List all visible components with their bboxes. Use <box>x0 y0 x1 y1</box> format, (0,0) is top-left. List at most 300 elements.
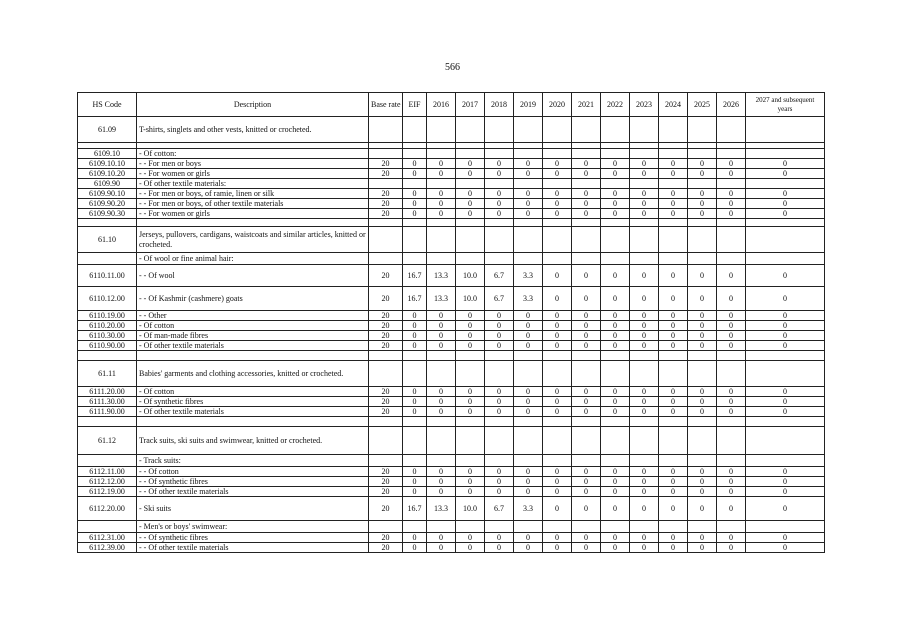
hs-code-cell: 6110.30.00 <box>78 331 137 341</box>
spacer-row <box>78 351 825 361</box>
rate-cell: 0 <box>659 533 688 543</box>
rate-cell <box>630 253 659 265</box>
rate-cell: 0 <box>601 189 630 199</box>
rate-cell <box>630 361 659 387</box>
rate-cell <box>717 351 746 361</box>
rate-cell: 0 <box>572 341 601 351</box>
rate-cell: 0 <box>485 533 514 543</box>
rate-cell <box>688 351 717 361</box>
hs-code-cell: 6109.90 <box>78 179 137 189</box>
rate-cell: 20 <box>369 487 403 497</box>
rate-cell: 0 <box>746 487 825 497</box>
rate-cell <box>630 521 659 533</box>
rate-cell <box>630 179 659 189</box>
hs-code-cell: 6112.20.00 <box>78 497 137 521</box>
rate-cell: 0 <box>746 265 825 287</box>
description-cell: - - For men or boys, of ramie, linen or silk <box>137 189 369 199</box>
hs-code-cell: 61.12 <box>78 427 137 455</box>
table-row <box>78 169 825 179</box>
rate-cell: 0 <box>427 321 456 331</box>
rate-cell <box>717 219 746 227</box>
rate-cell: 0 <box>717 387 746 397</box>
rate-cell: 0 <box>543 341 572 351</box>
rate-cell: 0 <box>427 169 456 179</box>
rate-cell: 0 <box>688 169 717 179</box>
rate-cell <box>427 361 456 387</box>
rate-cell: 0 <box>688 397 717 407</box>
rate-cell <box>369 117 403 143</box>
rate-cell: 0 <box>427 189 456 199</box>
rate-cell <box>688 227 717 253</box>
description-cell: - - Of other textile materials <box>137 487 369 497</box>
rate-cell: 20 <box>369 407 403 417</box>
rate-cell <box>543 455 572 467</box>
rate-cell <box>427 417 456 427</box>
rate-cell: 0 <box>485 387 514 397</box>
rate-cell: 20 <box>369 533 403 543</box>
rate-cell <box>601 117 630 143</box>
rate-cell: 0 <box>746 467 825 477</box>
rate-cell: 0 <box>403 321 427 331</box>
rate-cell: 0 <box>717 159 746 169</box>
rate-cell: 0 <box>659 407 688 417</box>
rate-cell: 0 <box>659 209 688 219</box>
description-cell: - Ski suits <box>137 497 369 521</box>
rate-cell <box>572 253 601 265</box>
rate-cell: 0 <box>601 209 630 219</box>
rate-cell: 0 <box>403 341 427 351</box>
rate-cell: 0 <box>427 159 456 169</box>
rate-cell: 0 <box>427 341 456 351</box>
rate-cell <box>403 417 427 427</box>
rate-cell: 0 <box>572 265 601 287</box>
table-row <box>78 287 825 311</box>
rate-cell <box>369 219 403 227</box>
heading-row <box>78 117 825 143</box>
rate-cell: 0 <box>688 387 717 397</box>
description-cell: - - Of other textile materials <box>137 543 369 553</box>
rate-cell: 0 <box>427 387 456 397</box>
rate-cell: 0 <box>688 533 717 543</box>
description-cell: - Of wool or fine animal hair: <box>137 253 369 265</box>
rate-cell: 0 <box>543 199 572 209</box>
rate-cell <box>427 149 456 159</box>
rate-cell: 0 <box>514 407 543 417</box>
rate-cell <box>485 417 514 427</box>
rate-cell <box>456 351 485 361</box>
rate-cell: 0 <box>514 477 543 487</box>
rate-cell <box>746 149 825 159</box>
rate-cell: 0 <box>688 189 717 199</box>
hs-code-cell: 6109.10.20 <box>78 169 137 179</box>
rate-cell: 0 <box>717 199 746 209</box>
rate-cell: 0 <box>688 209 717 219</box>
rate-cell <box>630 351 659 361</box>
rate-cell: 0 <box>601 287 630 311</box>
rate-cell: 0 <box>543 487 572 497</box>
rate-cell <box>456 149 485 159</box>
hs-code-cell <box>78 417 137 427</box>
rate-cell <box>427 455 456 467</box>
rate-cell: 0 <box>485 209 514 219</box>
rate-cell <box>717 149 746 159</box>
rate-cell: 0 <box>630 487 659 497</box>
rate-cell: 0 <box>601 265 630 287</box>
rate-cell: 0 <box>688 497 717 521</box>
rate-cell: 13.3 <box>427 265 456 287</box>
rate-cell: 0 <box>456 477 485 487</box>
rate-cell: 13.3 <box>427 497 456 521</box>
rate-cell <box>369 179 403 189</box>
rate-cell: 0 <box>514 311 543 321</box>
rate-cell: 0 <box>403 209 427 219</box>
rate-cell: 0 <box>688 341 717 351</box>
rate-cell: 10.0 <box>456 287 485 311</box>
hs-code-cell: 61.10 <box>78 227 137 253</box>
table-row <box>78 209 825 219</box>
rate-cell: 0 <box>572 311 601 321</box>
rate-cell <box>688 521 717 533</box>
description-cell <box>137 219 369 227</box>
rate-cell <box>601 455 630 467</box>
rate-cell: 20 <box>369 287 403 311</box>
rate-cell: 0 <box>630 189 659 199</box>
heading-row <box>78 227 825 253</box>
description-cell: - - Of synthetic fibres <box>137 533 369 543</box>
hs-code-cell: 6112.31.00 <box>78 533 137 543</box>
rate-cell: 0 <box>601 487 630 497</box>
rate-cell: 0 <box>514 543 543 553</box>
rate-cell: 0 <box>572 387 601 397</box>
rate-cell: 0 <box>427 487 456 497</box>
rate-cell: 0 <box>514 169 543 179</box>
rate-cell: 0 <box>601 387 630 397</box>
rate-cell <box>659 427 688 455</box>
hs-code-cell: 6112.19.00 <box>78 487 137 497</box>
rate-cell: 0 <box>485 331 514 341</box>
rate-cell: 0 <box>659 341 688 351</box>
description-cell: T-shirts, singlets and other vests, knitted or crocheted. <box>137 117 369 143</box>
column-header: 2019 <box>514 93 543 117</box>
rate-cell: 3.3 <box>514 265 543 287</box>
rate-cell: 0 <box>403 331 427 341</box>
rate-cell <box>601 227 630 253</box>
rate-cell: 0 <box>572 477 601 487</box>
rate-cell: 0 <box>659 387 688 397</box>
rate-cell: 0 <box>543 159 572 169</box>
rate-cell <box>572 227 601 253</box>
rate-cell <box>514 351 543 361</box>
description-cell: - - Of wool <box>137 265 369 287</box>
rate-cell: 0 <box>659 321 688 331</box>
rate-cell: 13.3 <box>427 287 456 311</box>
rate-cell <box>572 521 601 533</box>
rate-cell: 0 <box>601 467 630 477</box>
rate-cell <box>485 227 514 253</box>
rate-cell: 0 <box>746 311 825 321</box>
rate-cell <box>572 149 601 159</box>
rate-cell <box>485 455 514 467</box>
rate-cell: 0 <box>630 497 659 521</box>
hs-code-cell: 6110.20.00 <box>78 321 137 331</box>
rate-cell: 0 <box>717 397 746 407</box>
rate-cell <box>514 219 543 227</box>
rate-cell <box>369 455 403 467</box>
rate-cell: 0 <box>572 543 601 553</box>
rate-cell <box>369 361 403 387</box>
rate-cell: 0 <box>659 199 688 209</box>
rate-cell <box>403 351 427 361</box>
column-header: HS Code <box>78 93 137 117</box>
rate-cell <box>456 455 485 467</box>
spacer-row <box>78 417 825 427</box>
rate-cell: 20 <box>369 341 403 351</box>
rate-cell <box>630 417 659 427</box>
rate-cell: 0 <box>659 265 688 287</box>
rate-cell: 0 <box>601 169 630 179</box>
rate-cell <box>746 179 825 189</box>
hs-code-cell: 6110.11.00 <box>78 265 137 287</box>
rate-cell: 0 <box>514 387 543 397</box>
rate-cell <box>601 521 630 533</box>
rate-cell <box>601 427 630 455</box>
rate-cell: 20 <box>369 543 403 553</box>
rate-cell: 10.0 <box>456 265 485 287</box>
rate-cell: 0 <box>746 199 825 209</box>
hs-code-cell: 6111.90.00 <box>78 407 137 417</box>
rate-cell: 0 <box>514 533 543 543</box>
rate-cell <box>456 117 485 143</box>
column-header: 2022 <box>601 93 630 117</box>
rate-cell: 0 <box>659 331 688 341</box>
description-cell: Babies' garments and clothing accessories, knitted or crocheted. <box>137 361 369 387</box>
rate-cell: 0 <box>659 159 688 169</box>
rate-cell <box>456 179 485 189</box>
rate-cell: 0 <box>717 287 746 311</box>
rate-cell: 0 <box>688 287 717 311</box>
table-row <box>78 497 825 521</box>
rate-cell <box>717 179 746 189</box>
rate-cell: 0 <box>572 331 601 341</box>
column-header: 2026 <box>717 93 746 117</box>
rate-cell <box>746 455 825 467</box>
rate-cell: 0 <box>456 209 485 219</box>
hs-code-cell <box>78 455 137 467</box>
rate-cell: 0 <box>403 159 427 169</box>
rate-cell <box>543 427 572 455</box>
rate-cell <box>485 521 514 533</box>
rate-cell: 0 <box>630 543 659 553</box>
rate-cell: 0 <box>688 407 717 417</box>
rate-cell <box>688 417 717 427</box>
rate-cell <box>514 427 543 455</box>
rate-cell: 0 <box>456 487 485 497</box>
rate-cell: 0 <box>746 387 825 397</box>
rate-cell: 20 <box>369 311 403 321</box>
hs-code-cell: 6112.11.00 <box>78 467 137 477</box>
rate-cell: 0 <box>717 487 746 497</box>
rate-cell: 0 <box>630 311 659 321</box>
rate-cell <box>659 179 688 189</box>
rate-cell <box>688 427 717 455</box>
rate-cell <box>369 417 403 427</box>
rate-cell: 0 <box>427 397 456 407</box>
rate-cell: 0 <box>572 397 601 407</box>
rate-cell: 0 <box>514 159 543 169</box>
rate-cell: 0 <box>456 387 485 397</box>
description-cell: - Of cotton <box>137 387 369 397</box>
rate-cell <box>543 351 572 361</box>
rate-cell: 0 <box>717 543 746 553</box>
rate-cell <box>659 521 688 533</box>
tariff-schedule-table <box>77 92 825 553</box>
rate-cell <box>456 219 485 227</box>
rate-cell <box>717 117 746 143</box>
rate-cell <box>456 417 485 427</box>
rate-cell <box>456 253 485 265</box>
rate-cell <box>717 417 746 427</box>
description-cell: - Track suits: <box>137 455 369 467</box>
description-cell: Track suits, ski suits and swimwear, knitted or crocheted. <box>137 427 369 455</box>
rate-cell <box>543 117 572 143</box>
rate-cell: 0 <box>427 311 456 321</box>
rate-cell: 0 <box>601 311 630 321</box>
rate-cell: 0 <box>688 265 717 287</box>
rate-cell: 0 <box>688 487 717 497</box>
page-number: 566 <box>445 62 460 73</box>
description-cell: - - Of cotton <box>137 467 369 477</box>
rate-cell: 0 <box>717 341 746 351</box>
rate-cell: 0 <box>688 199 717 209</box>
rate-cell <box>514 149 543 159</box>
rate-cell: 16.7 <box>403 287 427 311</box>
rate-cell <box>369 227 403 253</box>
rate-cell <box>456 361 485 387</box>
rate-cell <box>369 149 403 159</box>
rate-cell <box>514 455 543 467</box>
rate-cell <box>456 427 485 455</box>
rate-cell <box>403 361 427 387</box>
rate-cell: 0 <box>630 397 659 407</box>
rate-cell: 0 <box>630 209 659 219</box>
rate-cell <box>659 361 688 387</box>
rate-cell <box>717 455 746 467</box>
rate-cell: 0 <box>572 467 601 477</box>
heading-row <box>78 427 825 455</box>
rate-cell: 20 <box>369 387 403 397</box>
rate-cell: 0 <box>746 321 825 331</box>
rate-cell: 0 <box>688 331 717 341</box>
table-row <box>78 331 825 341</box>
rate-cell: 0 <box>717 467 746 477</box>
description-cell: - Of man-made fibres <box>137 331 369 341</box>
rate-cell: 0 <box>543 331 572 341</box>
column-header: 2024 <box>659 93 688 117</box>
rate-cell <box>403 179 427 189</box>
table-row <box>78 467 825 477</box>
rate-cell: 0 <box>572 209 601 219</box>
rate-cell <box>746 253 825 265</box>
rate-cell <box>659 227 688 253</box>
rate-cell: 0 <box>746 169 825 179</box>
spacer-row <box>78 219 825 227</box>
rate-cell <box>659 351 688 361</box>
rate-cell <box>514 117 543 143</box>
rate-cell: 0 <box>601 497 630 521</box>
rate-cell <box>630 117 659 143</box>
table-row <box>78 455 825 467</box>
rate-cell: 20 <box>369 497 403 521</box>
rate-cell: 0 <box>572 533 601 543</box>
rate-cell: 0 <box>717 497 746 521</box>
rate-cell: 0 <box>572 287 601 311</box>
rate-cell: 0 <box>514 397 543 407</box>
rate-cell: 0 <box>543 407 572 417</box>
rate-cell: 0 <box>601 341 630 351</box>
rate-cell: 0 <box>543 265 572 287</box>
rate-cell: 0 <box>456 543 485 553</box>
rate-cell: 0 <box>456 467 485 477</box>
rate-cell <box>403 427 427 455</box>
rate-cell: 0 <box>572 169 601 179</box>
rate-cell: 0 <box>572 199 601 209</box>
rate-cell <box>403 149 427 159</box>
rate-cell: 0 <box>572 497 601 521</box>
rate-cell: 0 <box>601 477 630 487</box>
rate-cell: 0 <box>630 169 659 179</box>
rate-cell: 20 <box>369 209 403 219</box>
rate-cell <box>403 227 427 253</box>
rate-cell <box>403 455 427 467</box>
rate-cell <box>630 219 659 227</box>
rate-cell <box>717 227 746 253</box>
rate-cell: 0 <box>746 341 825 351</box>
rate-cell: 0 <box>427 467 456 477</box>
rate-cell <box>572 351 601 361</box>
rate-cell: 0 <box>717 169 746 179</box>
heading-row <box>78 361 825 387</box>
rate-cell <box>572 455 601 467</box>
column-header: 2018 <box>485 93 514 117</box>
description-cell: - Of other textile materials <box>137 341 369 351</box>
rate-cell <box>485 351 514 361</box>
rate-cell <box>572 219 601 227</box>
hs-code-cell: 6109.10 <box>78 149 137 159</box>
rate-cell <box>630 227 659 253</box>
rate-cell: 3.3 <box>514 497 543 521</box>
rate-cell <box>688 117 717 143</box>
rate-cell: 0 <box>403 533 427 543</box>
rate-cell: 6.7 <box>485 265 514 287</box>
column-header: 2025 <box>688 93 717 117</box>
rate-cell: 0 <box>659 311 688 321</box>
rate-cell: 0 <box>403 199 427 209</box>
rate-cell <box>543 417 572 427</box>
rate-cell <box>427 227 456 253</box>
rate-cell: 0 <box>514 341 543 351</box>
rate-cell <box>746 521 825 533</box>
hs-code-cell: 6109.10.10 <box>78 159 137 169</box>
column-header: EIF <box>403 93 427 117</box>
rate-cell: 0 <box>485 467 514 477</box>
table-row <box>78 407 825 417</box>
hs-code-cell: 61.09 <box>78 117 137 143</box>
rate-cell: 0 <box>514 331 543 341</box>
rate-cell: 0 <box>456 533 485 543</box>
rate-cell: 0 <box>543 209 572 219</box>
rate-cell: 0 <box>688 311 717 321</box>
rate-cell <box>746 351 825 361</box>
